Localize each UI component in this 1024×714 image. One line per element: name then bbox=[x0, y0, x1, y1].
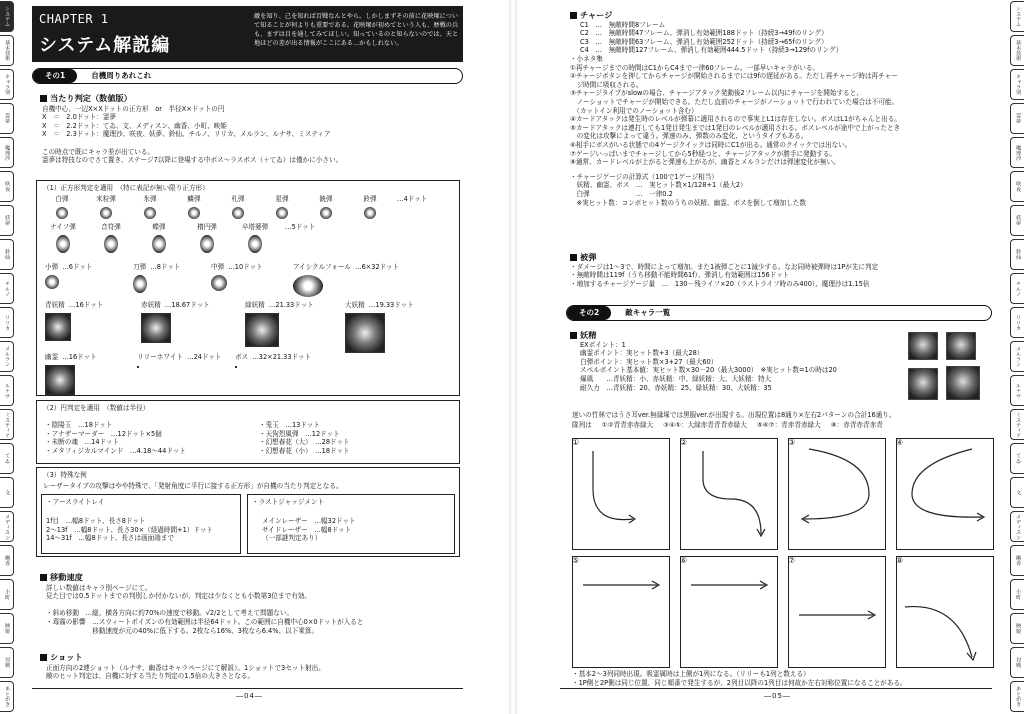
hitbox-line: この時点で既にキャラ差が出ている。 bbox=[42, 147, 155, 156]
bullet-name: 米粒弾 bbox=[96, 195, 116, 203]
sprite-image bbox=[137, 366, 139, 368]
square-hitbox-box bbox=[36, 180, 460, 396]
fairy-sprite-image bbox=[908, 332, 938, 360]
bullet-size: …5ドット bbox=[285, 223, 316, 231]
chapter-quote: 敵を知り、己を知れば百戦なんとやら。しかしまずその前に花映塚について知ることが何よりも重要である。花映塚が初めてという人も、歴戦の兵も、まずは目を通してみてほしい。知っているのと知らないのでは、天と地ほどの差が出る情報がここにある…かもしれない。 bbox=[254, 13, 459, 47]
bullet-row-1 bbox=[45, 195, 455, 219]
index-tab[interactable]: てゐ bbox=[0, 443, 14, 474]
earth-line: 2～13f …幅8ドット、長さ30×（経過時間+1）ドット bbox=[46, 525, 213, 534]
bullet-name: 大妖精 bbox=[345, 301, 365, 309]
bullet-label-row bbox=[45, 353, 97, 362]
square-bullet-icon bbox=[40, 654, 47, 661]
sprite-image bbox=[211, 275, 227, 291]
charge-heading: チャージ bbox=[580, 10, 613, 20]
order-label: 隊列は bbox=[572, 421, 592, 429]
index-tab[interactable]: 対戦 bbox=[1010, 647, 1024, 678]
bullet-name: 赤妖精 bbox=[141, 301, 161, 309]
fairy-sprites bbox=[906, 332, 982, 402]
charge-tip: ②チャージボタンを押してからチャージが開始されるまでには9fの遅延がある。ただし再チャージ時は再チャー bbox=[570, 72, 898, 81]
section-title: 敵キャラ一覧 bbox=[625, 308, 671, 318]
index-tab[interactable]: 妖夢 bbox=[0, 205, 14, 236]
fairy-heading: 妖精 bbox=[580, 330, 597, 340]
bullet-type bbox=[133, 195, 167, 219]
fairy-block bbox=[570, 330, 910, 392]
pattern-label: ⑤ bbox=[572, 556, 580, 565]
last-line: （一部謎判定あり） bbox=[262, 534, 322, 543]
index-tab[interactable]: メルラン bbox=[1010, 341, 1024, 372]
index-tab[interactable]: てゐ bbox=[1010, 443, 1024, 474]
bullet-sprite-icon bbox=[188, 207, 200, 219]
spawn-pattern-7 bbox=[788, 556, 886, 668]
circle-hitbox-item: ・兎玉 …13ドット bbox=[259, 421, 320, 429]
bullet-label-row bbox=[45, 301, 103, 310]
last-judgement-box bbox=[247, 494, 455, 554]
sprite-image bbox=[345, 313, 385, 353]
pattern-label: ⑥ bbox=[680, 556, 688, 565]
fairy-line: 耐久力 …青妖精：20、赤妖精：25、緑妖精：30、大妖精：35 bbox=[580, 383, 772, 392]
bullet-name: 鈴弾 bbox=[363, 195, 377, 203]
bullet-type bbox=[89, 195, 123, 219]
charge-tip: ①再チャージまでの時間はC1からC4まで一律60フレーム。一部早いキャラがいる。 bbox=[570, 63, 820, 72]
index-tab[interactable]: メルラン bbox=[0, 341, 14, 372]
index-tab[interactable]: 基本技術 bbox=[0, 35, 14, 66]
charge-tip: ④カードアタックは発生時のレベルが弾幕に適用されるので事実上L1は存在しない。ボスはL1がちゃんと出る。 bbox=[570, 115, 901, 124]
bullet-sprite-icon bbox=[104, 235, 118, 253]
chapter-number: CHAPTER 1 bbox=[39, 12, 109, 26]
charge-level: C1 … 無敵時間8フレーム bbox=[580, 20, 666, 29]
circle-hitbox-item: ・アナザーマーダー …12ドット×5個 bbox=[45, 429, 162, 438]
bullet-type bbox=[141, 223, 177, 253]
index-tab[interactable]: チルノ bbox=[1010, 273, 1024, 304]
pattern-path-1 bbox=[573, 439, 671, 551]
index-tab[interactable]: 霊夢 bbox=[1010, 103, 1024, 134]
pattern-label: ⑧ bbox=[896, 556, 904, 565]
charge-tip: ⑥相手にボスがいる状態での4ゲージクイックは同時にC1が出る。通常のクイックでは出ない。 bbox=[570, 140, 852, 149]
bullet-type bbox=[45, 263, 93, 291]
charge-block bbox=[570, 10, 990, 207]
charge-level: C3 … 無敵時間63フレーム、弾消し有効範囲252ドット（持続3→65fのリング） bbox=[580, 37, 828, 46]
index-tab[interactable]: メディスン bbox=[1010, 511, 1024, 542]
bullet-name: 緑妖精 bbox=[245, 301, 265, 309]
index-tab[interactable]: 小町 bbox=[1010, 579, 1024, 610]
index-tab[interactable]: システム bbox=[0, 1, 14, 32]
bullet-name: リリーホワイト bbox=[137, 353, 183, 361]
spawn-pattern-1 bbox=[572, 438, 670, 550]
footer-rule bbox=[560, 688, 992, 689]
bullet-name: 銃弾 bbox=[319, 195, 333, 203]
index-tab[interactable]: チルノ bbox=[0, 273, 14, 304]
box1-title: （1）正方形判定を適用 （特に表記が無い限り正方形） bbox=[43, 184, 209, 192]
section-bar-1 bbox=[32, 68, 463, 84]
pattern-path-4 bbox=[897, 439, 995, 551]
index-tab[interactable]: メディスン bbox=[0, 511, 14, 542]
special-hitbox-box bbox=[36, 467, 460, 557]
charge-calc-line: 妖精、幽霊、ボス … 実ヒット数×1/128+1（最大2） bbox=[570, 181, 747, 190]
spawn-pattern-8 bbox=[896, 556, 994, 668]
spawn-pattern-2 bbox=[680, 438, 778, 550]
bullet-name: 星弾 bbox=[275, 195, 289, 203]
bullet-label-row bbox=[141, 301, 210, 310]
bullet-name: 幽霊 bbox=[45, 353, 59, 361]
pattern-label: ① bbox=[572, 438, 580, 447]
bullet-sprite-icon bbox=[152, 235, 166, 253]
index-tab[interactable]: 魔理沙 bbox=[0, 137, 14, 168]
neta-label: ・小ネタ集 bbox=[570, 55, 603, 64]
index-tab[interactable]: 対戦 bbox=[0, 647, 14, 678]
index-tab[interactable]: 映姫 bbox=[1010, 613, 1024, 644]
fairy-line: EXポイント：1 bbox=[580, 340, 626, 349]
last-line: サイドレーザー …幅8ドット bbox=[262, 525, 352, 534]
bullet-name: 白弾 bbox=[55, 195, 69, 203]
bullet-type bbox=[45, 301, 103, 343]
bullet-type bbox=[45, 223, 81, 253]
index-tab[interactable]: 妖夢 bbox=[1010, 205, 1024, 236]
hitbox-line: X ＝ 2.3ドット：魔理沙、咲夜、妖夢、鈴仙、チルノ、リリカ、メルラン、ルナサ、ミスティア bbox=[42, 130, 331, 139]
index-tab[interactable]: 小町 bbox=[0, 579, 14, 610]
sprite-image bbox=[133, 275, 147, 293]
charge-tip: ③チャージタイプがslowの場合、チャージアタック発動後2フレーム以内にチャージを開始すると、 bbox=[570, 89, 863, 98]
bullet-name: ナイフ弾 bbox=[50, 223, 76, 231]
page-number-right: ―05― bbox=[764, 692, 791, 700]
earth-line: 14～31f …幅8ドット、長さは画面端まで bbox=[46, 534, 174, 543]
index-tab[interactable]: ミスティア bbox=[0, 409, 14, 440]
circle-hitbox-box bbox=[36, 400, 460, 464]
fairy-notes bbox=[572, 670, 992, 687]
bullet-name: 青妖精 bbox=[45, 301, 65, 309]
bullet-type bbox=[309, 195, 343, 219]
fairy-line: 白弾ポイント：実ヒット数×3+27（最大60） bbox=[580, 357, 718, 366]
hitbox-block bbox=[40, 93, 460, 165]
pattern-label: ⑦ bbox=[788, 556, 796, 565]
bullet-name: 氷弾 bbox=[143, 195, 157, 203]
bullet-label-row bbox=[235, 353, 311, 362]
bullet-type bbox=[45, 353, 97, 397]
speed-line: ・毒霧の影響 …スウィートポイズンの有効範囲は半径64ドット。この範囲に自機中心0×0ドットが入ると bbox=[46, 618, 364, 627]
section-number: その1 bbox=[33, 69, 77, 83]
bullet-label-row bbox=[345, 301, 414, 310]
bullet-type bbox=[189, 223, 225, 253]
charge-tip: ノーショットでチャージが開始できる。ただし直前のチャージがノーショットで行われていた場合は不可能。 bbox=[570, 97, 899, 106]
sprite-image bbox=[45, 365, 75, 395]
circle-hitbox-item: ・メタフィジカルマインド …4.18～44ドット bbox=[45, 446, 186, 455]
bullet-label-row bbox=[137, 353, 221, 362]
index-tab[interactable]: リリカ bbox=[0, 307, 14, 338]
bullet-type bbox=[345, 301, 414, 355]
chapter-title: システム解説編 bbox=[39, 35, 171, 56]
bullet-sprite-icon bbox=[232, 207, 244, 219]
index-tab[interactable]: 文 bbox=[1010, 477, 1024, 508]
bullet-sprite-icon bbox=[248, 235, 262, 253]
fairy-note: ・基本2～3列同時出現。吸霊属時は上側が1列になる。（リリーも1列と数える） bbox=[572, 670, 810, 678]
square-bullet-icon bbox=[40, 95, 47, 102]
box3-desc: レーザータイプの攻撃はやや特殊で、「発射角度に平行に接する正方形」が自機の当たり判定となる。 bbox=[43, 482, 343, 490]
sprite-image bbox=[293, 275, 323, 297]
fairy-sprite-image bbox=[908, 368, 938, 400]
shot-block bbox=[40, 652, 460, 681]
order-2: ③④⑤：大緑赤青青青赤緑大 bbox=[663, 421, 747, 429]
bullet-size: …4ドット bbox=[397, 195, 428, 203]
index-tab[interactable]: 咲夜 bbox=[1010, 171, 1024, 202]
spawn-pattern-3 bbox=[788, 438, 886, 550]
hibi-block bbox=[570, 252, 990, 288]
pattern-path-7 bbox=[789, 557, 887, 669]
spawn-pattern-5 bbox=[572, 556, 670, 668]
box3-title: （3）特殊な例 bbox=[43, 471, 87, 479]
speed-heading: 移動速度 bbox=[50, 572, 83, 582]
order-1: ①②青青赤赤緑大 bbox=[601, 421, 654, 429]
square-bullet-icon bbox=[40, 574, 47, 581]
bullet-label-row bbox=[211, 263, 263, 272]
bullet-name: 鱗弾 bbox=[187, 195, 201, 203]
circle-hitbox-item: ・未断の魂 …14ドット bbox=[45, 438, 120, 447]
bullet-label-row bbox=[45, 263, 93, 272]
square-bullet-icon bbox=[570, 332, 577, 339]
charge-tip: ⑧通常、カードレベルが上がると弾速も上がるが、幽香とメルランだけは弾速変化が無い。 bbox=[570, 158, 840, 167]
hibi-heading: 被弾 bbox=[580, 252, 597, 262]
charge-calc-line: 白弾 … 一律0.2 bbox=[570, 189, 673, 198]
shot-heading: ショット bbox=[50, 652, 83, 662]
sprite-image bbox=[235, 366, 237, 368]
hitbox-line: X ＝ 2.2ドット：てゐ、文、メディスン、幽香、小町、映姫 bbox=[42, 121, 227, 130]
bullet-size: …24ドット bbox=[186, 353, 222, 361]
charge-tip: （カットイン利用でのノーショット含む） bbox=[570, 106, 698, 115]
fairy-sprite-image bbox=[946, 332, 976, 360]
last-title: ・ラストジャッジメント bbox=[252, 498, 325, 506]
square-bullet-icon bbox=[570, 12, 577, 19]
bullet-sprite-icon bbox=[200, 235, 214, 253]
index-tab[interactable]: 鈴仙 bbox=[0, 239, 14, 270]
bullet-type bbox=[353, 195, 387, 219]
bullet-label-row bbox=[293, 263, 399, 272]
bullet-size: …32×21.33ドット bbox=[252, 353, 312, 361]
hibi-line: ・ダメージは1～3で、時間によって増加。また1被弾ごとに1減少する。なお同時被弾時は1Pが先に判定 bbox=[570, 262, 879, 271]
index-tab[interactable]: キャラ別 bbox=[1010, 69, 1024, 100]
bullet-type bbox=[93, 223, 129, 253]
pattern-path-6 bbox=[681, 557, 779, 669]
bullet-sprite-icon bbox=[56, 207, 68, 219]
right-index-tabs bbox=[1008, 0, 1024, 714]
charge-calc-line: ・チャージゲージの計算式（100で1ゲージ相当） bbox=[570, 172, 718, 181]
index-tab[interactable]: あとがき bbox=[0, 681, 14, 712]
index-tab[interactable]: 魔理沙 bbox=[1010, 137, 1024, 168]
charge-tip: ⑤カードアタックは連打しても1発目発生までは1発目のレベルが適用される。ボスレベルが途中で上がったとき bbox=[570, 123, 901, 132]
bullet-type bbox=[245, 301, 314, 349]
bullet-name: 刀弾 bbox=[133, 263, 147, 271]
pattern-label: ④ bbox=[896, 438, 904, 447]
footer-rule bbox=[32, 688, 463, 689]
speed-block bbox=[40, 572, 460, 635]
sprite-image bbox=[45, 275, 59, 289]
book-gutter bbox=[509, 0, 517, 714]
index-tab[interactable]: 映姫 bbox=[0, 613, 14, 644]
bullet-type bbox=[221, 195, 255, 219]
pattern-label: ② bbox=[680, 438, 688, 447]
speed-line: 見た目では0.5ドットまでの判別しか付かないが、判定は少なくとも小数第3位まで有効。 bbox=[46, 592, 311, 601]
bullet-size: …16ドット bbox=[62, 353, 97, 361]
bullet-size: …16ドット bbox=[68, 301, 104, 309]
fairy-line: 幽霊ポイント：実ヒット数+3（最大28） bbox=[580, 349, 704, 358]
index-tab[interactable]: あとがき bbox=[1010, 681, 1024, 712]
page-number-left: ―04― bbox=[236, 692, 263, 700]
bullet-sprite-icon bbox=[56, 235, 70, 253]
bullet-size: …8ドット bbox=[150, 263, 181, 271]
pattern-path-5 bbox=[573, 557, 671, 669]
charge-tip: ジ時間に吸収される。 bbox=[570, 80, 643, 89]
charge-level: C2 … 無敵時間47フレーム、弾消し有効範囲188ドット（持続3→49fのリング） bbox=[580, 29, 828, 38]
bullet-name: 中弾 bbox=[211, 263, 225, 271]
index-tab[interactable]: ルナサ bbox=[0, 375, 14, 406]
bullet-type bbox=[235, 353, 311, 370]
bullet-label-row bbox=[133, 263, 181, 272]
circle-hitbox-item: ・幻想春花（大） …28ドット bbox=[259, 438, 350, 447]
bullet-name: 蝶弾 bbox=[152, 223, 166, 231]
bullet-size: …21.33ドット bbox=[268, 301, 314, 309]
hitbox-heading: 当たり判定（数値版） bbox=[50, 93, 132, 103]
pattern-path-3 bbox=[789, 439, 887, 551]
hitbox-line: 自機中心、一辺X×Xドットの正方形 or 半径X×ドットの円 bbox=[42, 104, 225, 113]
circle-hitbox-item: ・陰陽玉 …18ドット bbox=[45, 421, 113, 429]
square-bullet-icon bbox=[570, 254, 577, 261]
speed-line: 詳しい数値はキャラ別ページにて。 bbox=[46, 583, 152, 592]
index-tab[interactable]: 鈴仙 bbox=[1010, 239, 1024, 270]
bullet-name: 音符弾 bbox=[101, 223, 121, 231]
earth-light-ray-box bbox=[41, 494, 241, 554]
index-tab[interactable]: キャラ別 bbox=[0, 69, 14, 100]
fairy-orders bbox=[572, 421, 992, 430]
bullet-size: …19.33ドット bbox=[368, 301, 414, 309]
section-bar-2 bbox=[566, 305, 992, 321]
bullet-type bbox=[133, 263, 181, 295]
index-tab[interactable]: システム bbox=[1010, 1, 1024, 32]
hitbox-line: X ＝ 2.0ドット：霊夢 bbox=[42, 113, 117, 122]
bullet-type bbox=[293, 263, 399, 299]
index-tab[interactable]: リリカ bbox=[1010, 307, 1024, 338]
order-4: ⑧：赤青赤青赤青 bbox=[830, 421, 883, 429]
bullet-type bbox=[177, 195, 211, 219]
pattern-path-2 bbox=[681, 439, 779, 551]
speed-line: ・斜め移動 …縦、横各方向に約70%の速度で移動。√2/2として考えて問題ない。 bbox=[46, 609, 294, 618]
bullet-type bbox=[137, 353, 221, 370]
bullet-sprite-icon bbox=[364, 207, 376, 219]
index-tab[interactable]: 霊夢 bbox=[0, 103, 14, 134]
bullet-size: …18.67ドット bbox=[164, 301, 210, 309]
bullet-size: …6ドット bbox=[62, 263, 93, 271]
fairy-note: ・1P側と2P側は同じ位置、同じ順番で発生するが、2列目以降の1列目は何故か左右対称位置になることがある。 bbox=[572, 678, 907, 687]
earth-line: 1f目 …幅8ドット、長さ8ドット bbox=[46, 517, 146, 525]
bullet-size: …6×32ドット bbox=[354, 263, 400, 271]
fairy-line: 爆風 …青妖精：小、赤妖精：中、緑妖精：大、大妖精：特大 bbox=[580, 375, 772, 384]
chapter-header bbox=[32, 6, 463, 62]
bullet-sprite-icon bbox=[320, 207, 332, 219]
bullet-sprite-icon bbox=[100, 207, 112, 219]
index-tab[interactable]: 基本技術 bbox=[1010, 35, 1024, 66]
charge-calc-line: ※実ヒット数：コンボヒット数のうちの妖精、幽霊、ボスを倒して増加した数 bbox=[570, 198, 806, 207]
bullet-name: ボス bbox=[235, 353, 249, 361]
left-index-tabs bbox=[0, 0, 16, 714]
box2-title: （2）円判定を適用 （数値は半径） bbox=[43, 404, 150, 412]
bullet-name: 楕円弾 bbox=[197, 223, 217, 231]
spawn-pattern-4 bbox=[896, 438, 994, 550]
last-line: メインレーザー …幅32ドット bbox=[262, 517, 356, 525]
index-tab[interactable]: 幽香 bbox=[1010, 545, 1024, 576]
bullet-sprite-icon bbox=[144, 207, 156, 219]
fairy-sprite-image bbox=[946, 366, 980, 400]
index-tab[interactable]: 幽香 bbox=[0, 545, 14, 576]
hibi-line: ・増加するチャージゲージ量 … 130－残ライフ×20（ラストライフ時のみ400）、魔理沙は1.15倍 bbox=[570, 279, 870, 288]
circle-hitbox-item: ・天狗烈風弾 …12ドット bbox=[259, 429, 340, 438]
hitbox-line: 霊夢は特技なのでさて置き、ステージ7以降に登場する中ボス～ラスボス（＋てゐ）は僅かに小さい。 bbox=[42, 156, 343, 165]
bullet-label-row bbox=[245, 301, 314, 310]
bullet-row-2 bbox=[45, 223, 455, 253]
charge-level: C4 … 無敵時間127フレーム、弾消し有効範囲444.5ドット（持続3→129fのリング） bbox=[580, 46, 843, 55]
sprite-image bbox=[141, 313, 171, 343]
bullet-name: 札弾 bbox=[231, 195, 245, 203]
shot-line: 正面方向の2連ショット（ルナサ、幽香はキャラページにて解説）。1ショットで3セット射出。 bbox=[46, 663, 325, 672]
speed-line: 移動速度が元の40%に低下する。2枚なら16%、3枚なら6.4%、以下乗算。 bbox=[46, 626, 319, 635]
bullet-name: アイシクルフォール bbox=[293, 263, 351, 271]
index-tab[interactable]: 文 bbox=[0, 477, 14, 508]
charge-tip: ⑦ゲージいっぱいまでチャージしてから5秒経つと、チャージアタックが勝手に発動する。 bbox=[570, 149, 837, 158]
index-tab[interactable]: ルナサ bbox=[1010, 375, 1024, 406]
index-tab[interactable]: 咲夜 bbox=[0, 171, 14, 202]
hibi-line: ・無敵時間は119f（うち移動不能時間61f）、弾消し有効範囲は156ドット bbox=[570, 271, 790, 280]
pattern-path-8 bbox=[897, 557, 995, 669]
bullet-name: 卒塔婆弾 bbox=[241, 223, 269, 231]
section-number: その2 bbox=[567, 306, 611, 320]
sprite-image bbox=[45, 313, 71, 341]
shot-line: 敵のヒット判定は、自機に対する当たり判定の1.5倍の大きさとなる。 bbox=[46, 672, 255, 681]
bullet-type bbox=[141, 301, 210, 345]
spawn-pattern-6 bbox=[680, 556, 778, 668]
bullet-type bbox=[265, 195, 299, 219]
index-tab[interactable]: ミスティア bbox=[1010, 409, 1024, 440]
section-title: 自機周りあれこれ bbox=[91, 71, 152, 81]
circle-hitbox-item: ・幻想春花（小） …18ドット bbox=[259, 446, 350, 455]
fairy-line: スペルポイント基本値：実ヒット数×30－20（最大3000） ※実ヒット数=1の時は20 bbox=[580, 366, 837, 375]
bullet-type bbox=[45, 195, 79, 219]
fairy-desc: 迷いの竹林ではうさ耳ver.無縁塚では黒服ver.が出現する。出現位置は8通り×左右2パターンの合計16通り。 bbox=[572, 411, 896, 419]
bullet-size: …10ドット bbox=[228, 263, 263, 271]
bullet-sprite-icon bbox=[276, 207, 288, 219]
charge-tip: の変化は攻撃によって違う。弾速のみ、弾数のみ変化、というタイプもある。 bbox=[570, 132, 808, 141]
order-3: ⑤⑥⑦：青赤青赤緑大 bbox=[756, 421, 821, 429]
sprite-image bbox=[245, 313, 279, 347]
hitbox-line bbox=[42, 139, 460, 148]
earth-title: ・アースライトレイ bbox=[46, 498, 105, 506]
pattern-label: ③ bbox=[788, 438, 796, 447]
bullet-name: 小弾 bbox=[45, 263, 59, 271]
bullet-type bbox=[237, 223, 273, 253]
bullet-type bbox=[211, 263, 263, 293]
